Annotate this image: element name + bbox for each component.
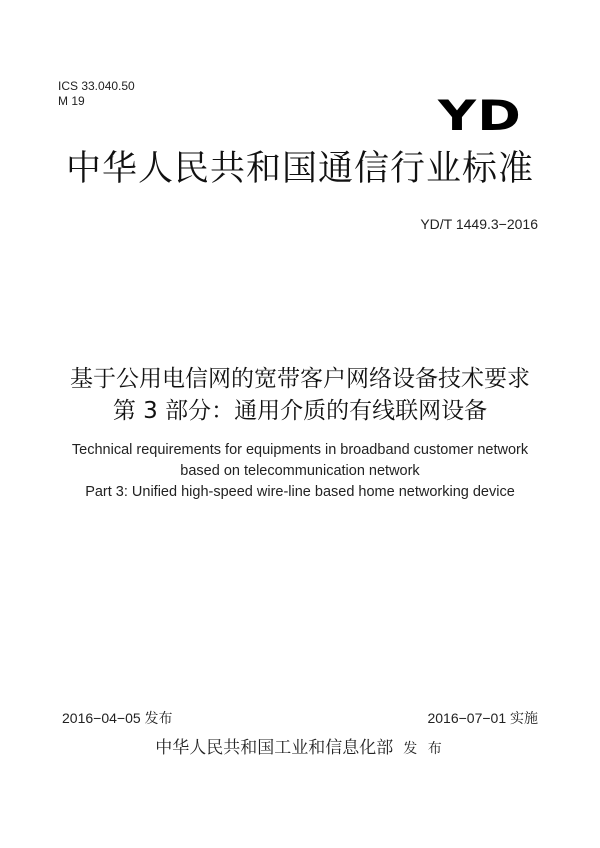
chinese-title-line-1: 基于公用电信网的宽带客户网络设备技术要求 bbox=[70, 366, 530, 392]
english-title-line-2: based on telecommunication network bbox=[180, 463, 420, 479]
issue-date: 2016−04−05 发布 bbox=[62, 710, 173, 726]
english-title-line-1: Technical requirements for equipments in broadband customer network bbox=[71, 442, 529, 458]
publish-action: 发 布 bbox=[403, 741, 445, 757]
english-title-line-3: Part 3: Unified high-speed wire-line based home networking device bbox=[85, 484, 515, 500]
classification-code: M 19 bbox=[58, 94, 85, 108]
standard-number: YD/T 1449.3−2016 bbox=[420, 216, 538, 232]
english-document-title bbox=[0, 440, 600, 503]
yd-logo: YD bbox=[438, 91, 523, 140]
chinese-document-title bbox=[0, 363, 600, 427]
classification-codes bbox=[58, 79, 135, 109]
standard-category-title: 中华人民共和国通信行业标准 bbox=[65, 149, 534, 189]
publisher bbox=[0, 737, 600, 760]
effective-date: 2016−07−01 实施 bbox=[427, 710, 538, 726]
publisher-name: 中华人民共和国工业和信息化部 bbox=[155, 738, 394, 758]
ics-code: ICS 33.040.50 bbox=[58, 79, 135, 93]
chinese-title-line-2: 第 3 部分：通用介质的有线联网设备 bbox=[112, 398, 488, 424]
